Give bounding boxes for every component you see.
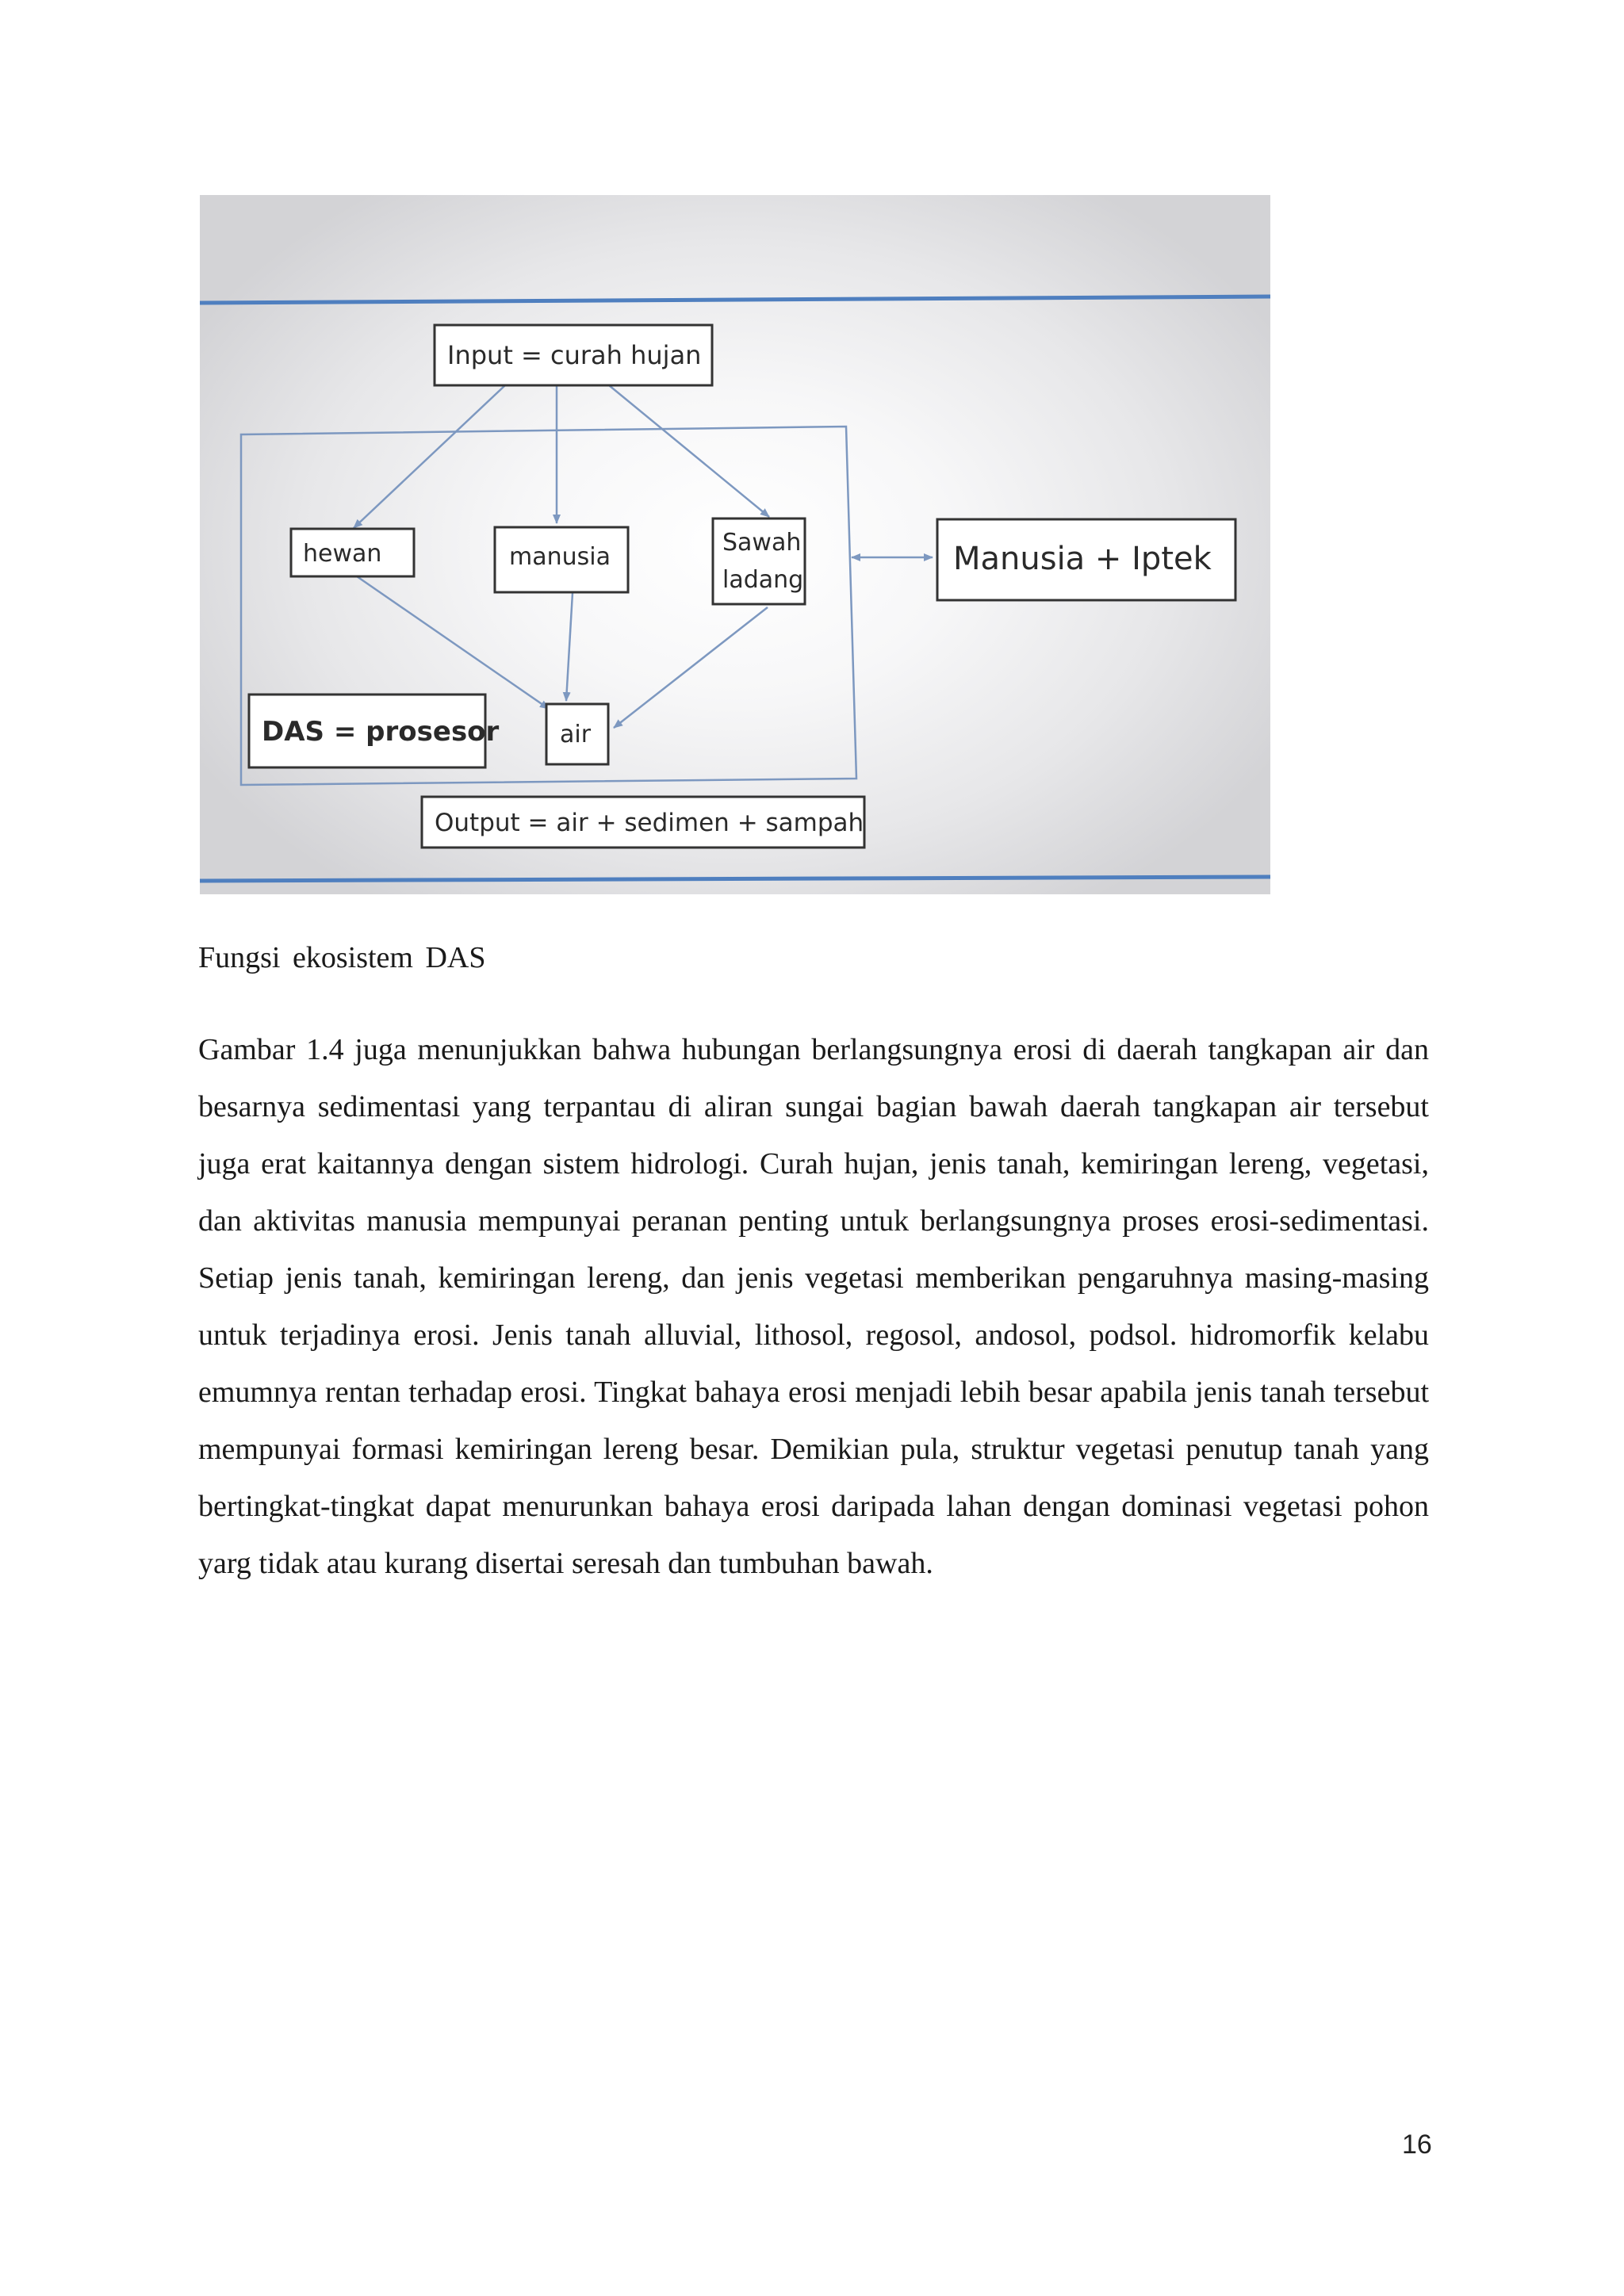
das-ecosystem-figure [200,195,1270,894]
input-box [435,325,712,385]
sawah-label: Sawah [722,529,802,557]
output-box [422,797,864,848]
air-box [546,704,608,764]
arrow-manusia-to-air [566,593,573,701]
manusia-iptek-label: Manusia + Iptek [953,541,1212,577]
ladang-label: ladang [722,566,804,594]
das-flow-diagram [200,195,1270,894]
das-label: DAS = prosesor [262,716,500,748]
arrow-sawah-to-air [614,607,768,728]
hewan-label: hewan [303,540,382,568]
manusia-iptek-box [937,519,1235,600]
arrow-hewan-to-air [357,576,549,709]
bottom-blue-rule [200,877,1270,881]
das-prosesor-box [249,695,500,767]
hewan-box [291,529,414,576]
arrow-input-to-hewan [354,385,505,528]
body-paragraph: Gambar 1.4 juga menunjukkan bahwa hubungan berlangsungnya erosi di daerah tangkapan air dan besarnya sedimentasi yang terpantau di aliran sungai bagian bawah daerah tangkapan air tersebut juga erat kaitannya dengan sistem hidrologi. Curah hujan, jenis tanah, kemiringan lereng, vegetasi, dan aktivitas manusia mempunyai peranan penting untuk berlangsungnya proses erosi-sedimentasi. Setiap jenis tanah, kemiringan lereng, dan jenis vegetasi memberikan pengaruhnya masing-masing untuk terjadinya erosi. Jenis tanah alluvial, lithosol, regosol, andosol, podsol. hidromorfik kelabu emumnya rentan terhadap erosi. Tingkat bahaya erosi menjadi lebih besar apabila jenis tanah tersebut mempunyai formasi kemiringan lereng besar. Demikian pula, struktur vegetasi penutup tanah yang bertingkat-tingkat dapat menurunkan bahaya erosi daripada lahan dengan dominasi vegetasi pohon yarg tidak atau kurang disertai seresah dan tumbuhan bawah. [198,1033,1429,1580]
air-label: air [560,721,592,748]
figure-caption: Fungsi ekosistem DAS [198,941,486,974]
manusia-label: manusia [509,543,611,571]
sawah-ladang-box [713,519,805,604]
top-blue-rule [200,297,1270,303]
output-label: Output = air + sedimen + sampah [435,809,864,837]
page-number: 16 [1402,2130,1432,2160]
input-label: Input = curah hujan [447,340,702,370]
arrow-input-to-sawah [609,385,769,517]
manusia-box [495,527,628,592]
